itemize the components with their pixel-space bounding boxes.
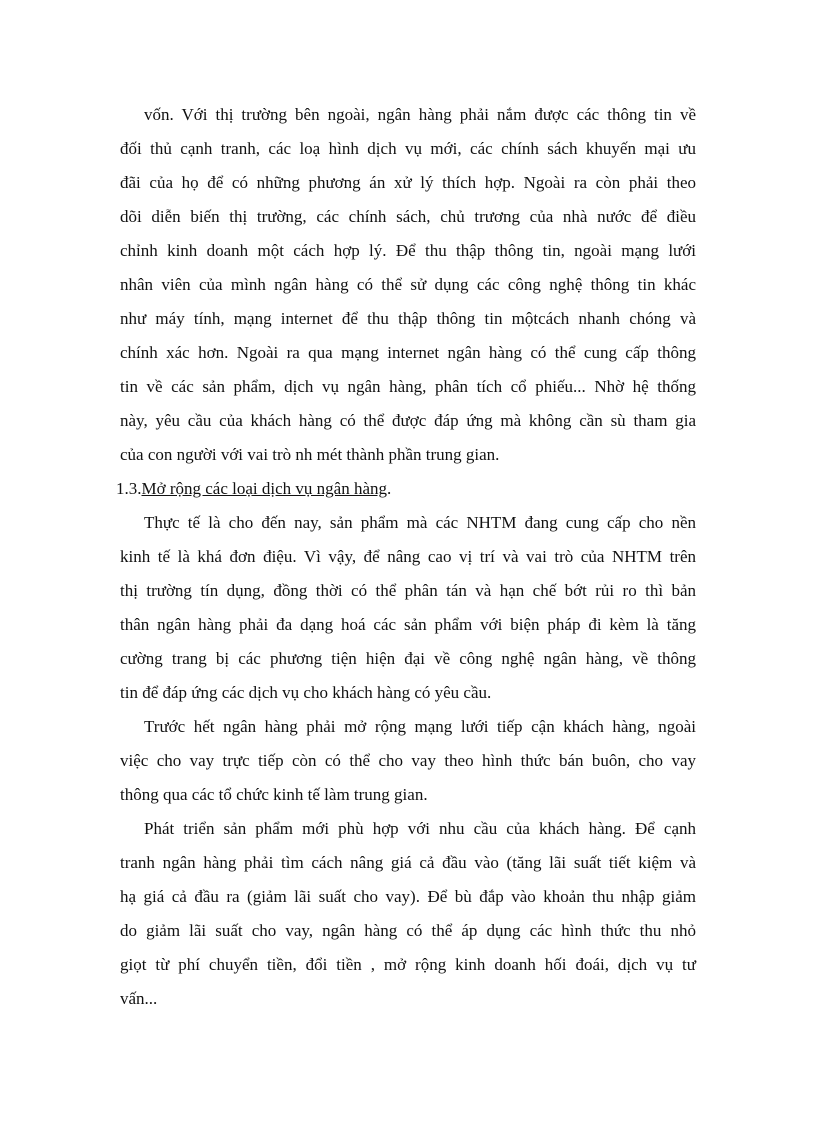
paragraph-line: đãi của họ để có những phương án xử lý thích hợp. Ngoài ra còn phải theo xyxy=(120,173,696,192)
paragraph-line: Trước hết ngân hàng phải mở rộng mạng lưới tiếp cận khách hàng, ngoài xyxy=(144,717,696,736)
document-body xyxy=(116,98,696,1016)
paragraph-line: do giảm lãi suất cho vay, ngân hàng có thể áp dụng các hình thức thu nhỏ xyxy=(120,921,696,940)
paragraph-3 xyxy=(120,710,696,812)
paragraph-line: dõi diễn biến thị trường, các chính sách, chủ trương của nhà nước để điều xyxy=(120,207,696,226)
section-title: Mở rộng các loại dịch vụ ngân hàng xyxy=(141,479,388,498)
paragraph-line: nhân viên của mình ngân hàng có thể sử dụng các công nghệ thông tin khác xyxy=(120,275,696,294)
section-number: 1.3. xyxy=(116,479,142,498)
paragraph-line: thân ngân hàng phải đa dạng hoá các sản phẩm với biện pháp đi kèm là tăng xyxy=(120,615,696,634)
paragraph-line: giọt từ phí chuyển tiền, đổi tiền , mở rộng kinh doanh hối đoái, dịch vụ tư xyxy=(120,955,696,974)
paragraph-line: vấn... xyxy=(120,989,158,1008)
paragraph-line: tin để đáp ứng các dịch vụ cho khách hàng có yêu cầu. xyxy=(120,683,492,702)
paragraph-line: Phát triển sản phẩm mới phù hợp với nhu cầu của khách hàng. Để cạnh xyxy=(144,819,696,838)
section-title-period: . xyxy=(387,479,392,498)
paragraph-line: vốn. Với thị trường bên ngoài, ngân hàng phải nắm được các thông tin về xyxy=(144,105,696,124)
paragraph-4 xyxy=(120,812,696,1016)
paragraph-line: thị trường tín dụng, đồng thời có thể phân tán và hạn chế bớt rủi ro thì bản xyxy=(120,581,696,600)
paragraph-line: việc cho vay trực tiếp còn có thể cho vay theo hình thức bán buôn, cho vay xyxy=(120,751,696,770)
paragraph-line: này, yêu cầu của khách hàng có thể được đáp ứng mà không cần sù tham gia xyxy=(120,411,696,430)
paragraph-line: thông qua các tổ chức kinh tế làm trung gian. xyxy=(120,785,428,804)
paragraph-1 xyxy=(120,98,696,472)
paragraph-line: Thực tế là cho đến nay, sản phẩm mà các NHTM đang cung cấp cho nền xyxy=(144,513,696,532)
paragraph-2 xyxy=(120,506,696,710)
paragraph-line: tranh ngân hàng phải tìm cách nâng giá cả đầu vào (tăng lãi suất tiết kiệm và xyxy=(120,853,696,872)
paragraph-line: cường trang bị các phương tiện hiện đại về công nghệ ngân hàng, về thông xyxy=(120,649,696,668)
paragraph-line: kinh tế là khá đơn điệu. Vì vậy, để nâng cao vị trí và vai trò của NHTM trên xyxy=(120,547,696,566)
paragraph-line: như máy tính, mạng internet để thu thập thông tin mộtcách nhanh chóng và xyxy=(120,309,696,328)
paragraph-line: chính xác hơn. Ngoài ra qua mạng internet ngân hàng có thể cung cấp thông xyxy=(120,343,696,362)
paragraph-line: chỉnh kinh doanh một cách hợp lý. Để thu thập thông tin, ngoài mạng lưới xyxy=(120,241,696,260)
paragraph-line: tin về các sản phẩm, dịch vụ ngân hàng, phân tích cổ phiếu... Nhờ hệ thống xyxy=(120,377,696,396)
section-heading xyxy=(116,472,696,506)
paragraph-line: đối thủ cạnh tranh, các loạ hình dịch vụ mới, các chính sách khuyến mại ưu xyxy=(120,139,696,158)
paragraph-line: của con người với vai trò nh mét thành phần trung gian. xyxy=(120,445,500,464)
paragraph-line: hạ giá cả đầu ra (giảm lãi suất cho vay). Để bù đắp vào khoản thu nhập giảm xyxy=(120,887,696,906)
